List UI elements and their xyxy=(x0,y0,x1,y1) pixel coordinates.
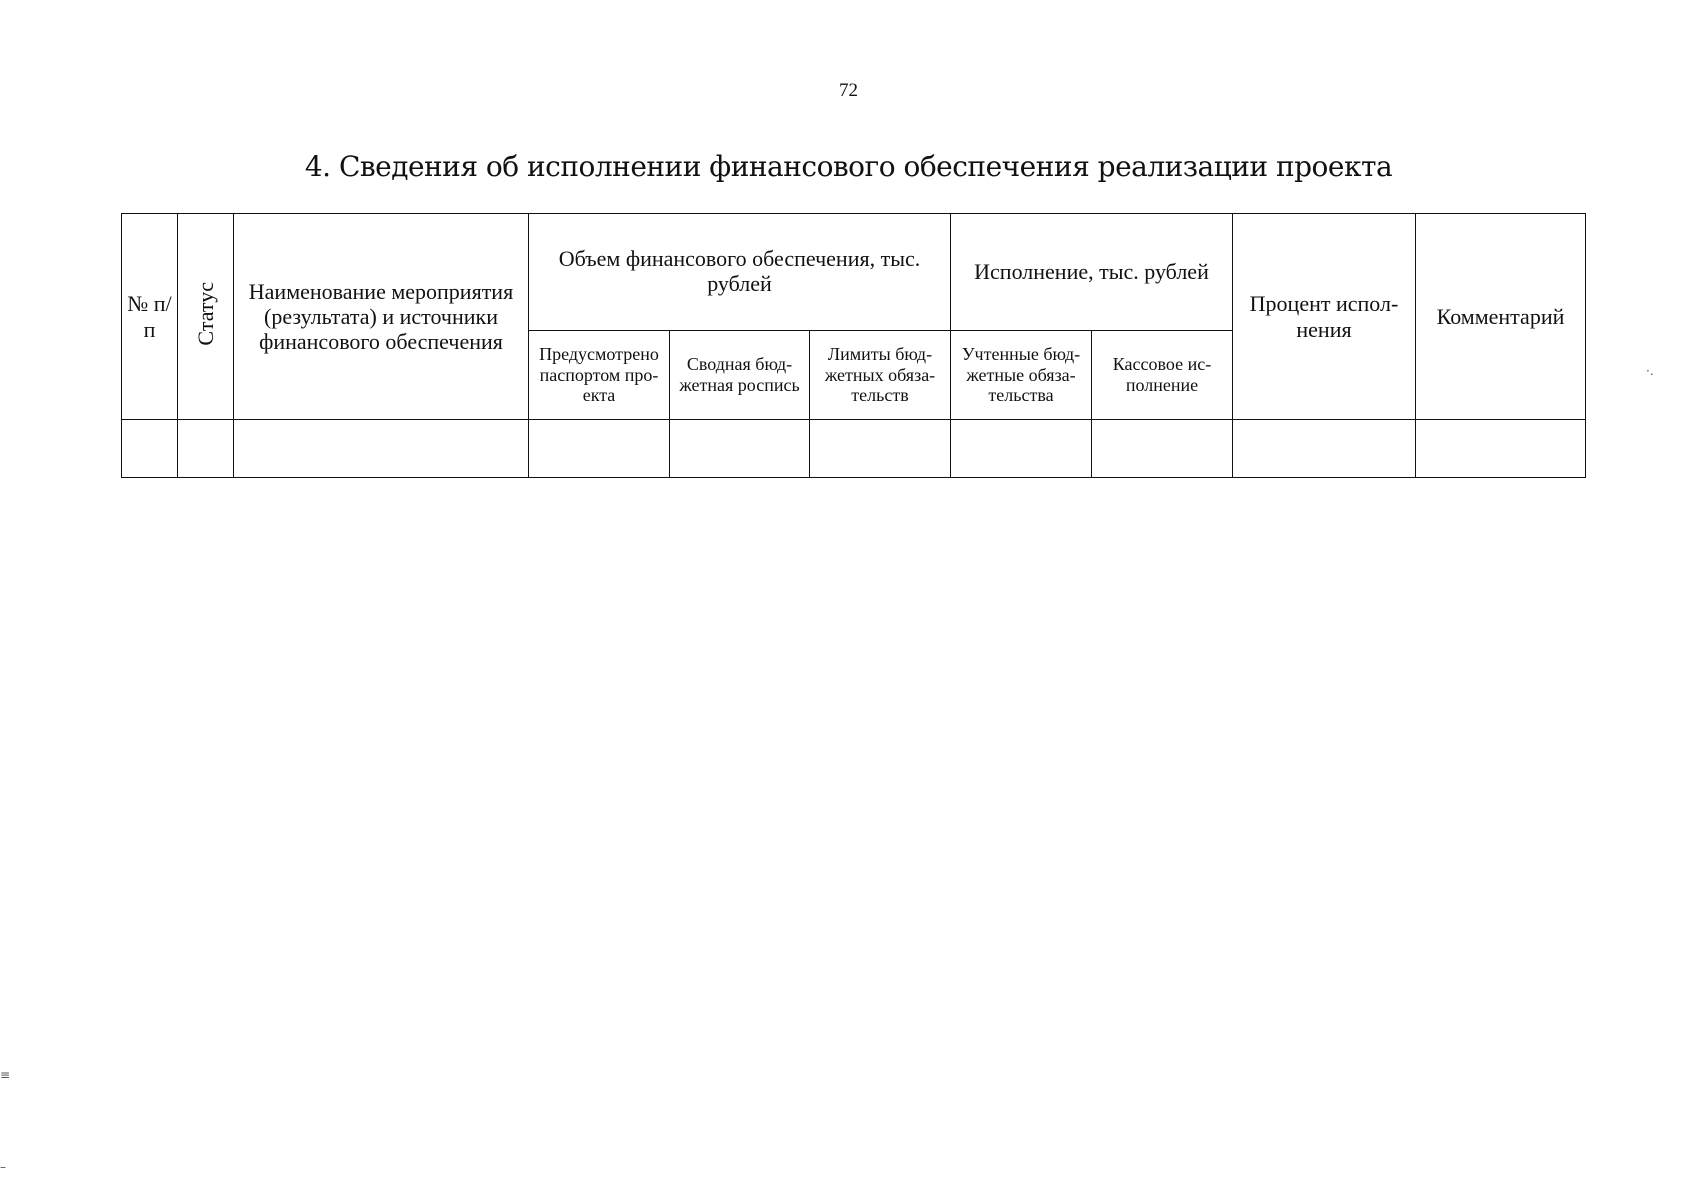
header-volume-group: Объем финансового обеспечения, тыс. рублей xyxy=(529,214,951,331)
page-number: 72 xyxy=(839,80,858,101)
table-cell xyxy=(951,420,1092,478)
header-activity-name: Наименование мероприятия (результата) и источники финансового обеспечения xyxy=(234,214,529,420)
scan-artifact-mark: ≡ xyxy=(0,1068,11,1082)
subheader-accounted: Учтенные бюд- жетные обяза- тельства xyxy=(951,331,1092,420)
table-cell xyxy=(234,420,529,478)
table-cell xyxy=(178,420,234,478)
table-header-row xyxy=(122,214,1586,331)
header-status-label: Статус xyxy=(192,282,218,346)
section-title: 4. Сведения об исполнении финансового обеспечения реализации проекта xyxy=(304,150,1393,183)
table-cell xyxy=(1233,420,1416,478)
table-cell xyxy=(122,420,178,478)
table-cell xyxy=(529,420,670,478)
scan-artifact-mark: – xyxy=(0,1160,6,1174)
header-percent: Процент испол- нения xyxy=(1233,214,1416,420)
subheader-budget: Сводная бюд- жетная роспись xyxy=(670,331,810,420)
table-row xyxy=(122,420,1586,478)
table-cell xyxy=(670,420,810,478)
subheader-passport: Предусмотрено паспортом про- екта xyxy=(529,331,670,420)
header-execution-group: Исполнение, тыс. рублей xyxy=(951,214,1233,331)
header-number: № п/п xyxy=(122,214,178,420)
table-cell xyxy=(1092,420,1233,478)
table-cell xyxy=(810,420,951,478)
header-status xyxy=(178,214,234,420)
header-comment: Комментарий xyxy=(1416,214,1586,420)
subheader-limits: Лимиты бюд- жетных обяза- тельств xyxy=(810,331,951,420)
finance-table xyxy=(121,213,1586,478)
table-cell xyxy=(1416,420,1586,478)
scan-artifact-mark: ·. xyxy=(1646,364,1654,378)
subheader-cash: Кассовое ис- полнение xyxy=(1092,331,1233,420)
